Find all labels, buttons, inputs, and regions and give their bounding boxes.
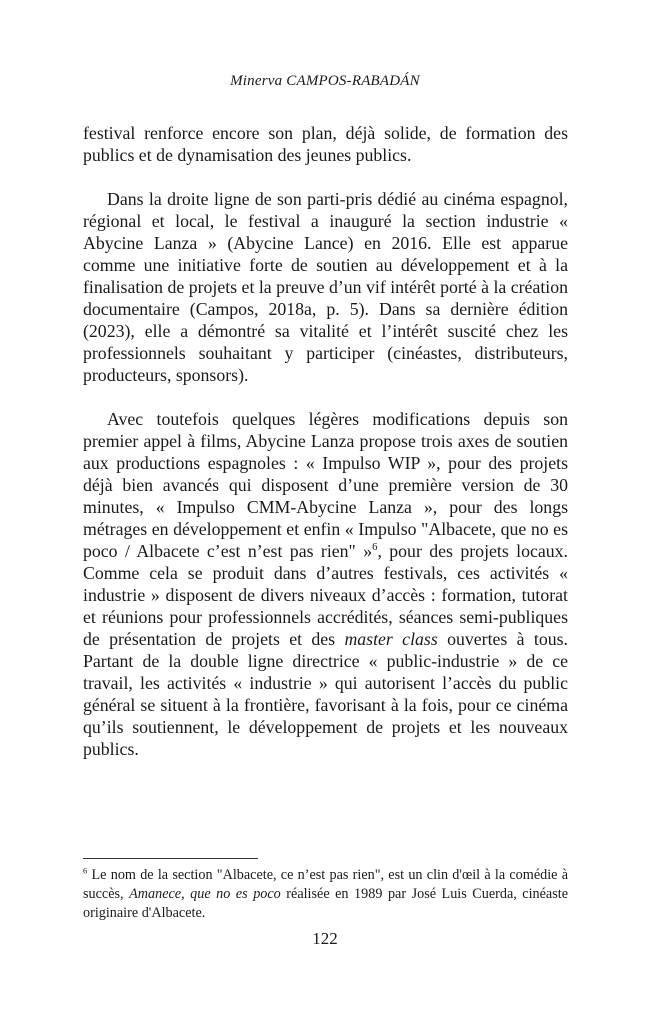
paragraph-3-text-a: Avec toutefois quelques légères modifications depuis son premier appel à films, Abycine Lanza propose trois axes de soutien aux productions espagnoles : « Impulso WIP », pour des projets déjà bien avancés qui disposent d’une première version de 30 minutes, « Impulso CMM-Abycine Lanza », pour des longs métrages en développement et enfin « Impulso "Albacete, que no es poco / Albacete c’est n’est pas rien" » bbox=[83, 409, 568, 561]
footnote-film-title: Amanece, que no es poco bbox=[129, 886, 281, 902]
paragraph-3-italic: master class bbox=[344, 629, 438, 649]
footnote-text-b: réalisée en 1989 par José Luis Cuerda, cinéaste originaire d'Albacete. bbox=[83, 886, 568, 921]
footnote-divider bbox=[83, 858, 258, 859]
paragraph-3 bbox=[83, 408, 568, 760]
paragraph-2: Dans la droite ligne de son parti-pris dédié au cinéma espagnol, régional et local, le festival a inauguré la section industrie « Abycine Lanza » (Abycine Lance) en 2016. Elle est apparue comme une initiative forte de soutien au développement et à la finalisation de projets et la preuve d’un vif intérêt porté à la création documentaire (Campos, 2018a, p. 5). Dans sa dernière édition (2023), elle a démontré sa vitalité et l’intérêt suscité chez les professionnels souhaitant y participer (cinéastes, distributeurs, producteurs, sponsors). bbox=[83, 189, 568, 385]
paragraph-3-text-b: , pour des projets locaux. Comme cela se produit dans d’autres festivals, ces activités « industrie » disposent de divers niveaux d’accès : formation, tutorat et réunions pour professionnels accrédités, séances semi-publiques de présentation de projets et des bbox=[83, 541, 568, 649]
footnote-number: 6 bbox=[83, 865, 88, 876]
running-head: Minerva CAMPOS-RABADÁN bbox=[230, 73, 420, 89]
footnote bbox=[83, 866, 568, 923]
footnote-text-a: Le nom de la section "Albacete, ce n’est pas rien", est un clin d'œil à la comédie à succès, bbox=[83, 867, 568, 902]
page-number: 122 bbox=[312, 929, 338, 948]
paragraph-1: festival renforce encore son plan, déjà solide, de formation des publics et de dynamisation des jeunes publics. bbox=[83, 123, 568, 165]
paragraph-3-text-c: ouvertes à tous. Partant de la double ligne directrice « public-industrie » de ce travail, les activités « industrie » qui autorisent l’accès du public général se situent à la frontière, favorisant à la fois, pour ce cinéma qu’ils soutiennent, le développement de projets et les nouveaux publics. bbox=[83, 629, 568, 759]
footnote-reference[interactable]: 6 bbox=[372, 541, 378, 554]
